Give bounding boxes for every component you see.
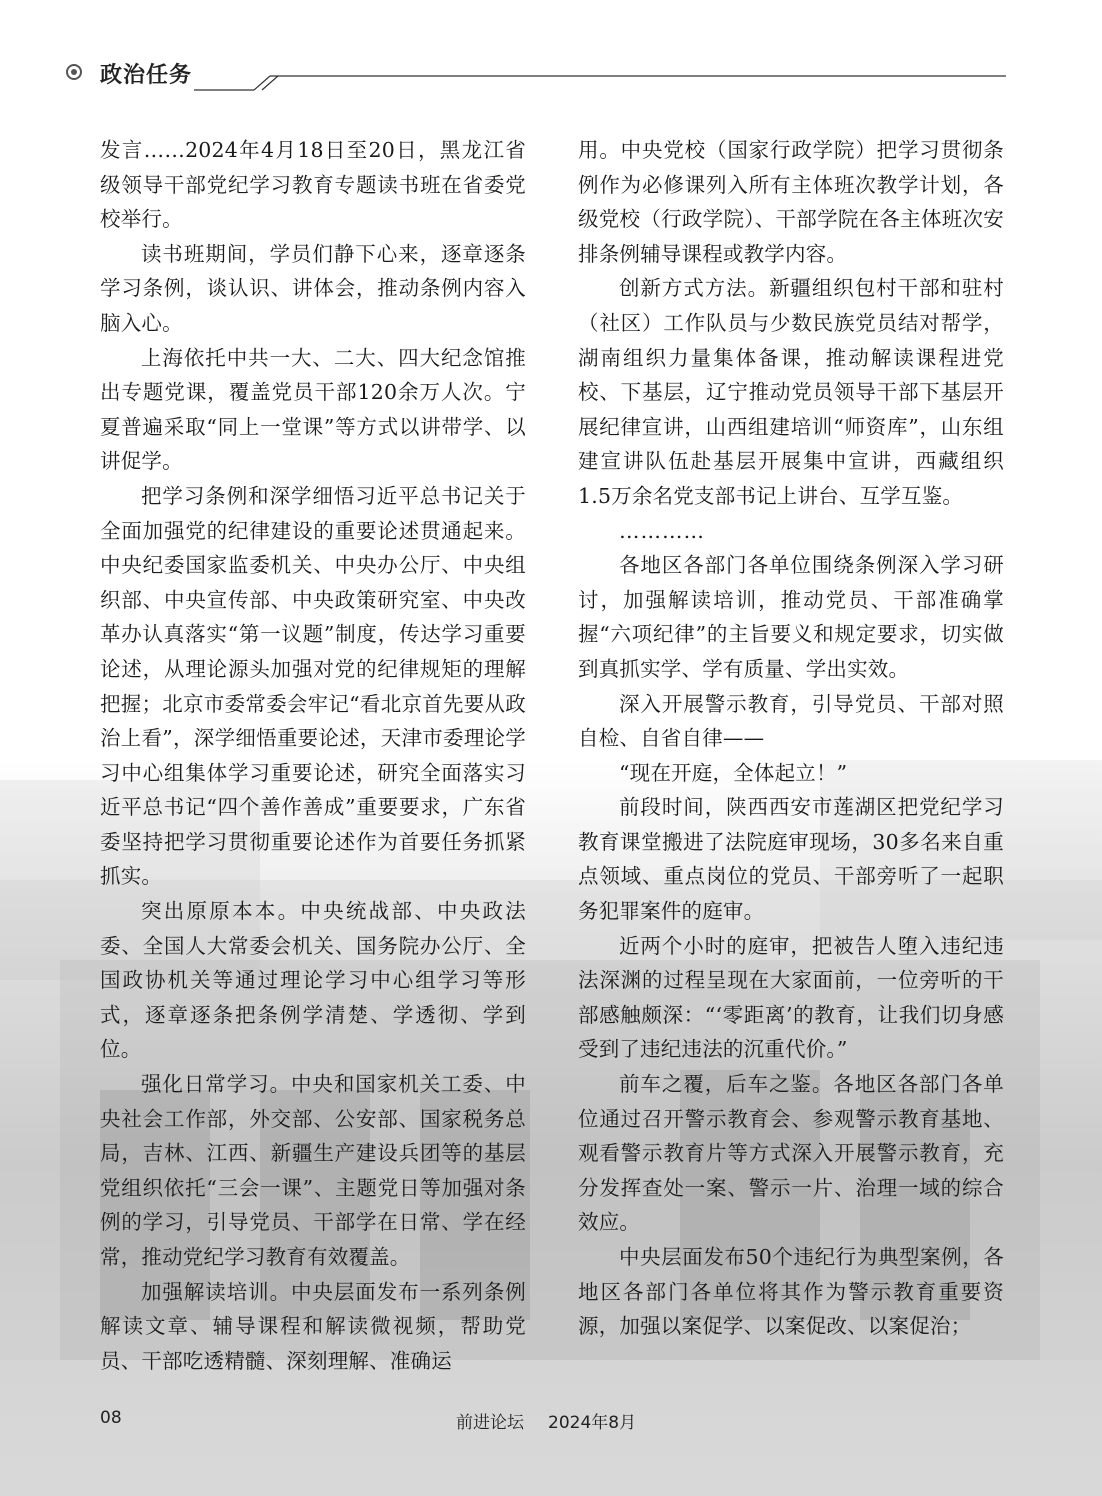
journal-name: 前进论坛 [456,1413,524,1433]
paragraph: 用。中央党校（国家行政学院）把学习贯彻条例作为必修课列入所有主体班次教学计划，各级党校（行政学院）、干部学院在各主体班次安排条例辅导课程或教学内容。 [578,138,1004,266]
paragraph: 各地区各部门各单位围绕条例深入学习研讨，加强解读培训，推动党员、干部准确掌握“六项纪律”的主旨要义和规定要求，切实做到真抓实学、学有质量、学出实效。 [578,553,1004,681]
section-title: 政治任务 [100,63,193,88]
paragraph: 近两个小时的庭审，把被告人堕入违纪违法深渊的过程呈现在大家面前，一位旁听的干部感触颇深：“‘零距离’的教育，让我们切身感受到了违纪违法的沉重代价。” [578,933,1004,1062]
header-rule [194,68,1006,98]
paragraph: 把学习条例和深学细悟习近平总书记关于全面加强党的纪律建设的重要论述贯通起来。中央纪委国家监委机关、中央办公厅、中央组织部、中央宣传部、中央政策研究室、中央改革办认真落实“第一议题”制度，传达学习重要论述，从理论源头加强对党的纪律规矩的理解把握；北京市委常委会牢记“看北京首先要从政治上看”，深学细悟重要论述，天津市委理论学习中心组集体学习重要论述，研究全面落实习近平总书记“四个善作善成”重要要求，广东省委坚持把学习贯彻重要论述作为首要任务抓紧抓实。 [100,483,526,889]
left-column [100,133,526,1378]
section-header [66,58,1006,98]
paragraph: 中央层面发布50个违纪行为典型案例，各地区各部门各单位将其作为警示教育重要资源，加强以案促学、以案促改、以案促治； [578,1245,1004,1339]
paragraph: 强化日常学习。中央和国家机关工委、中央社会工作部，外交部、公安部、国家税务总局，吉林、江西、新疆生产建设兵团等的基层党组织依托“三会一课”、主题党日等加强对条例的学习，引导党员、干部学在日常、学在经常，推动党纪学习教育有效覆盖。 [100,1072,526,1269]
issue-date: 2024年8月 [548,1413,637,1433]
paragraph: 前车之覆，后车之鉴。各地区各部门各单位通过召开警示教育会、参观警示教育基地、观看警示教育片等方式深入开展警示教育，充分发挥查处一案、警示一片、治理一域的综合效应。 [578,1072,1004,1235]
paragraph: 读书班期间，学员们静下心来，逐章逐条学习条例，谈认识、讲体会，推动条例内容入脑入心。 [100,241,526,335]
paragraph: 突出原原本本。中央统战部、中央政法委、全国人大常委会机关、国务院办公厅、全国政协机关等通过理论学习中心组学习等形式，逐章逐条把条例学清楚、学透彻、学到位。 [100,899,526,1062]
ellipsis-separator: ………… [619,518,705,543]
page-number: 08 [100,1408,122,1428]
paragraph: 深入开展警示教育，引导党员、干部对照自检、自省自律—— [578,691,1004,751]
page-footer [0,1408,1102,1438]
quote-paragraph: “现在开庭，全体起立！” [619,760,848,785]
right-column [578,133,1004,1344]
paragraph: 加强解读培训。中央层面发布一系列条例解读文章、辅导课程和解读微视频，帮助党员、干部吃透精髓、深刻理解、准确运 [100,1279,526,1373]
paragraph: 创新方式方法。新疆组织包村干部和驻村（社区）工作队员与少数民族党员结对帮学，湖南组织力量集体备课，推动解读课程进党校、下基层，辽宁推动党员领导干部下基层开展纪律宣讲，山西组建培训“师资库”，山东组建宣讲队伍赴基层开展集中宣讲，西藏组织1.5万余名党支部书记上讲台、互学互鉴。 [578,276,1004,508]
paragraph: 上海依托中共一大、二大、四大纪念馆推出专题党课，覆盖党员干部120余万人次。宁夏普遍采取“同上一堂课”等方式以讲带学、以讲促学。 [100,345,526,474]
target-circle-icon [66,64,82,80]
paragraph: 前段时间，陕西西安市莲湖区把党纪学习教育课堂搬进了法院庭审现场，30多名来自重点领域、重点岗位的党员、干部旁听了一起职务犯罪案件的庭审。 [578,795,1004,924]
article-body [100,133,1006,1373]
paragraph: 发言……2024年4月18日至20日，黑龙江省级领导干部党纪学习教育专题读书班在省委党校举行。 [100,138,526,232]
